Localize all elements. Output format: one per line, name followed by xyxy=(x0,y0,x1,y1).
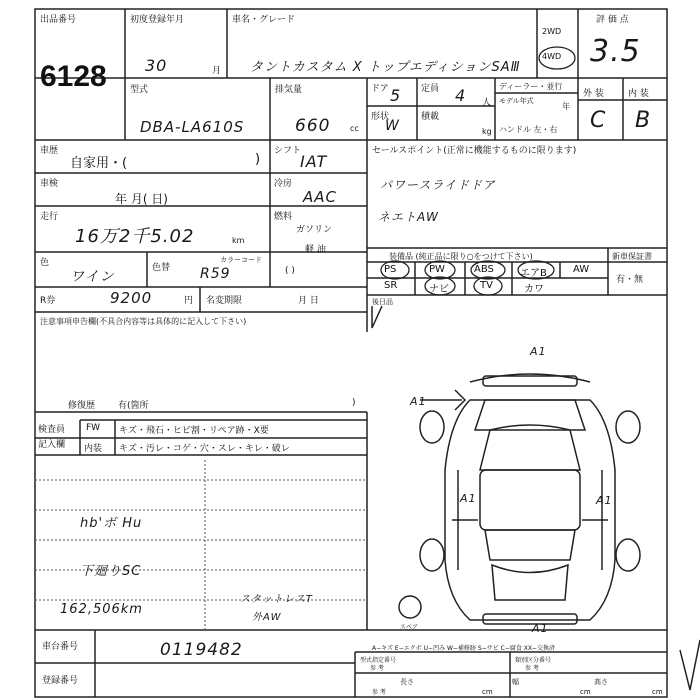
ac-label: 冷房 xyxy=(274,179,293,189)
km-unit: km xyxy=(232,236,245,245)
color-label: 色 xyxy=(40,258,50,268)
warranty-label: 新車保証書 xyxy=(612,252,652,261)
damage-mark-front-left: A1 xyxy=(410,395,427,408)
inspection-value: 年 月( 日) xyxy=(115,192,168,206)
equip-abs: ABS xyxy=(474,264,494,275)
height-label: 高さ xyxy=(594,678,608,686)
exterior-grade: C xyxy=(590,108,607,133)
equip-tv: TV xyxy=(480,280,493,291)
exterior-label: 外 装 xyxy=(583,89,604,99)
category-label: 類別区分番号 xyxy=(515,657,552,664)
color-code-value: R59 xyxy=(200,266,231,282)
sales-point-label: セールスポイント(正常に機能するものに限ります) xyxy=(372,146,577,156)
grade-label: 評 価 点 xyxy=(596,15,629,25)
damage-mark-right: A1 xyxy=(596,494,613,507)
repair-history-label: 修復歴 xyxy=(68,401,96,411)
width-unit: cm xyxy=(580,688,591,696)
yen-unit: 円 xyxy=(184,296,194,306)
model-designation-ref: 参 考 xyxy=(370,665,384,672)
grade-value: 3.5 xyxy=(590,34,641,69)
month-unit: 月 xyxy=(212,66,222,76)
dealer-label: ディーラー・並行 xyxy=(499,82,563,91)
interior-label: 内 装 xyxy=(628,89,649,99)
fuel-other: ( ) xyxy=(285,266,295,276)
plate-label: 登録番号 xyxy=(42,676,79,686)
first-registration-year: 30 xyxy=(145,56,168,75)
shape-label: 形状 xyxy=(371,112,390,122)
damage-legend: A−キズ E−エクボ U−凹み W−補修跡 S−サビ C−腐食 XX−交換済 xyxy=(372,645,555,652)
repair-history-close: ) xyxy=(352,398,356,408)
handle-label: ハンドル 左・右 xyxy=(499,125,558,134)
damage-mark-rear: A1 xyxy=(532,622,549,635)
equip-pw: PW xyxy=(429,264,445,275)
kg-unit: kg xyxy=(482,127,492,136)
displacement-label: 排気量 xyxy=(275,85,303,95)
recycle-label: R券 xyxy=(40,296,56,306)
reference-label: 参 考 xyxy=(372,689,386,696)
category-ref: 参 考 xyxy=(525,665,539,672)
displacement-value: 660 xyxy=(295,116,331,136)
model-type-value: DBA-LA610S xyxy=(140,118,245,136)
equip-leather: カワ xyxy=(524,284,544,295)
fw-text: キズ・飛石・ヒビ割・リペア跡・X要 xyxy=(119,426,269,436)
fuel-label: 燃料 xyxy=(274,212,293,222)
name-change-value: 月 日 xyxy=(298,296,319,306)
handwritten-note-2: 下廻りSC xyxy=(80,564,142,579)
model-designation-label: 型式指定番号 xyxy=(360,657,397,664)
equip-navi: ナビ xyxy=(429,284,449,295)
fw-header: FW xyxy=(86,423,101,433)
handwritten-note-1: hb'ボ Hu xyxy=(80,516,143,531)
chassis-value: 0119482 xyxy=(160,640,243,660)
inspector-entry-label: 記入欄 xyxy=(38,440,66,450)
warranty-value: 有・無 xyxy=(616,275,644,285)
lot-number: 6128 xyxy=(40,60,107,93)
notes-label: 注意事項申告欄(不具合内容等は具体的に記入して下さい) xyxy=(40,317,247,326)
chassis-label: 車台番号 xyxy=(42,642,79,652)
history-close: ) xyxy=(255,152,261,167)
doors-value: 5 xyxy=(390,86,402,105)
mileage-value: 16万2千5.02 xyxy=(75,226,195,247)
equip-sr: SR xyxy=(384,280,398,291)
load-label: 積載 xyxy=(421,112,440,122)
width-label: 幅 xyxy=(512,678,519,686)
year-unit: 年 xyxy=(562,102,570,111)
recycle-value: 9200 xyxy=(110,289,153,307)
fuel-light-oil: 軽 油 xyxy=(305,245,326,255)
capacity-value: 4 xyxy=(455,86,467,105)
interior-header: 内装 xyxy=(84,444,103,454)
handwritten-note-3: 162,506km xyxy=(60,602,143,617)
lot-number-label: 出品番号 xyxy=(40,15,77,25)
equip-ps: PS xyxy=(384,264,397,275)
shift-value: IAT xyxy=(300,152,328,171)
history-label: 車歴 xyxy=(40,146,59,156)
color-change-label: 色替 xyxy=(152,263,171,273)
color-code-label: カラーコード xyxy=(220,256,262,264)
capacity-label: 定員 xyxy=(421,84,440,94)
interior-text: キズ・汚レ・コゲ・穴・スレ・キレ・破レ xyxy=(119,444,290,454)
equipment-label: 装備品 (純正品に限り○をつけて下さい) xyxy=(389,252,533,261)
ac-value: AAC xyxy=(303,188,337,206)
drive-2wd: 2WD xyxy=(542,27,562,36)
length-label: 長さ xyxy=(400,678,414,686)
equip-airbag: エアB xyxy=(520,268,547,279)
handwritten-note-4: スタットレスT xyxy=(240,594,313,605)
spare-label: スペア xyxy=(400,624,419,631)
sales-point-line2: ネエトAW xyxy=(378,210,439,224)
name-change-label: 名変期限 xyxy=(206,296,243,306)
interior-grade: B xyxy=(635,108,652,133)
inspection-label: 車検 xyxy=(40,179,59,189)
drive-4wd: 4WD xyxy=(542,52,562,61)
sales-point-line1: パワースライドドア xyxy=(380,178,496,192)
repair-history-value: 有(箇所 xyxy=(118,401,149,411)
cc-unit: cc xyxy=(350,124,359,133)
model-grade-value: タントカスタム X トップエディションSAⅢ xyxy=(250,60,521,75)
damage-mark-left: A1 xyxy=(460,492,477,505)
shift-label: シフト xyxy=(274,146,302,156)
model-type-label: 型式 xyxy=(130,85,149,95)
color-value: ワイン xyxy=(70,269,115,285)
model-year-label: モデル年式 xyxy=(499,97,534,105)
equip-aw: AW xyxy=(573,264,590,275)
first-registration-label: 初度登録年月 xyxy=(130,15,185,25)
length-unit: cm xyxy=(482,688,493,696)
height-unit: cm xyxy=(652,688,663,696)
person-unit: 人 xyxy=(482,98,492,108)
damage-mark-front: A1 xyxy=(530,345,547,358)
rear-seat-label: 後日品 xyxy=(372,298,393,306)
fuel-gasoline: ガソリン xyxy=(296,225,333,235)
mileage-label: 走行 xyxy=(40,212,59,222)
inspector-label: 検査員 xyxy=(38,425,66,435)
doors-label: ドア xyxy=(371,84,389,94)
shape-value: W xyxy=(385,118,400,134)
handwritten-note-5: 外AW xyxy=(252,612,282,623)
history-value: 自家用・( xyxy=(70,156,128,171)
model-grade-label: 車名・グレード xyxy=(232,15,296,25)
